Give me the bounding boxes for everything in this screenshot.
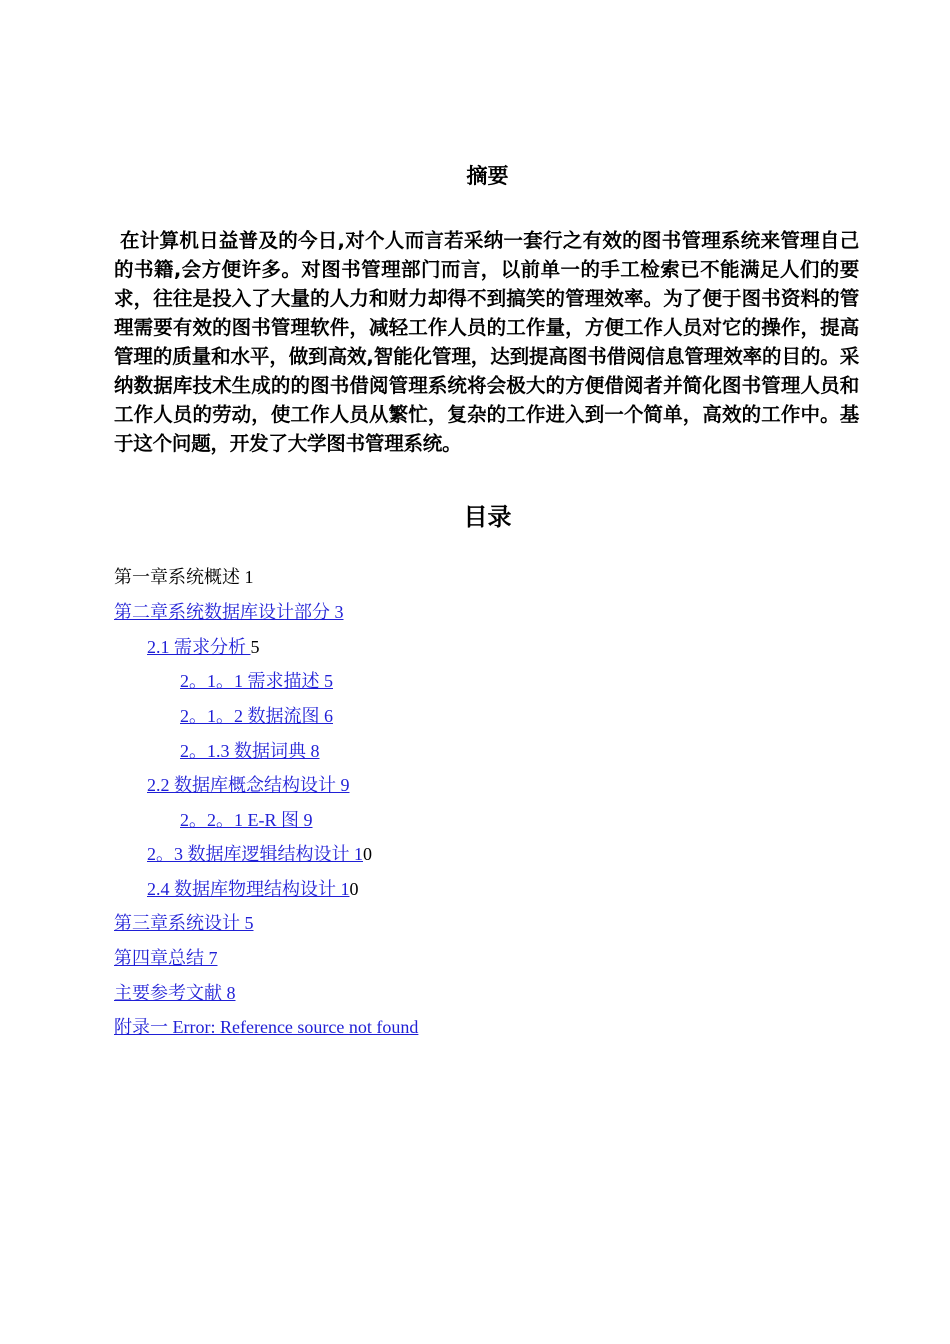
toc-entry-page: 5 (250, 637, 260, 657)
toc-entry-link[interactable]: 2。1。1 需求描述 5 (180, 671, 333, 691)
abstract-body: 在计算机日益普及的今日,对个人而言若采纳一套行之有效的图书管理系统来管理自己的书籍,会方便许多。对图书管理部门而言，以前单一的手工检索已不能满足人们的要求，往往是投入了大量的人力和财力却得不到搞笑的管理效率。为了便于图书资料的管理需要有效的图书管理软件，减轻工作人员的工作量，方便工作人员对它的操作，提高管理的质量和水平，做到高效,智能化管理，达到提高图书借阅信息管理效率的目的。采纳数据库技术生成的的图书借阅管理系统将会极大的方便借阅者并简化图书管理人员和工作人员的劳动，使工作人员从繁忙，复杂的工作进入到一个简单，高效的工作中。基于这个问题，开发了大学图书管理系统。 (114, 229, 859, 455)
toc-entry-2-4[interactable] (147, 878, 359, 900)
toc-entry-link[interactable]: 主要参考文献 8 (114, 983, 236, 1003)
toc-entry-link[interactable]: 2。2。1 E-R 图 9 (180, 810, 313, 830)
toc-entry-link[interactable]: 第四章总结 7 (114, 948, 218, 968)
toc-entry-link[interactable]: 第三章系统设计 5 (114, 913, 254, 933)
toc-entry-link[interactable]: 2.1 需求分析 (147, 637, 251, 657)
toc-entry-2-2[interactable] (147, 774, 350, 796)
toc-entry-link[interactable]: 2.2 数据库概念结构设计 9 (147, 775, 350, 795)
toc-entry-page: 0 (363, 844, 372, 864)
toc-entry-2-2-1[interactable] (180, 809, 313, 831)
toc-entry-2-1-1[interactable] (180, 670, 333, 692)
toc-entry-text: 第一章系统概述 1 (114, 567, 254, 587)
toc-entry-link[interactable]: 2.4 数据库物理结构设计 1 (147, 879, 350, 899)
toc-entry-2-1-2[interactable] (180, 705, 333, 727)
toc-entry-chapter-3[interactable] (114, 912, 254, 934)
toc-entry-link[interactable]: 第二章系统数据库设计部分 3 (114, 602, 344, 622)
toc-entry-link[interactable]: 附录一 Error: Reference source not found (114, 1017, 419, 1037)
abstract-title: 摘要 (466, 164, 509, 188)
toc-entry-link[interactable]: 2。3 数据库逻辑结构设计 1 (147, 844, 363, 864)
toc-entry-chapter-4[interactable] (114, 947, 218, 969)
toc-entry-chapter-1 (114, 566, 254, 588)
toc-entry-2-1[interactable] (147, 636, 260, 658)
toc-entry-2-1-3[interactable] (180, 740, 320, 762)
toc-entry-appendix-1[interactable] (114, 1016, 418, 1038)
toc-entry-references[interactable] (114, 982, 236, 1004)
toc-entry-chapter-2[interactable] (114, 601, 344, 623)
toc-title: 目录 (463, 503, 512, 531)
toc-entry-2-3[interactable] (147, 843, 372, 865)
toc-entry-page: 0 (349, 879, 359, 899)
toc-entry-link[interactable]: 2。1.3 数据词典 8 (180, 741, 320, 761)
toc-entry-link[interactable]: 2。1。2 数据流图 6 (180, 706, 333, 726)
